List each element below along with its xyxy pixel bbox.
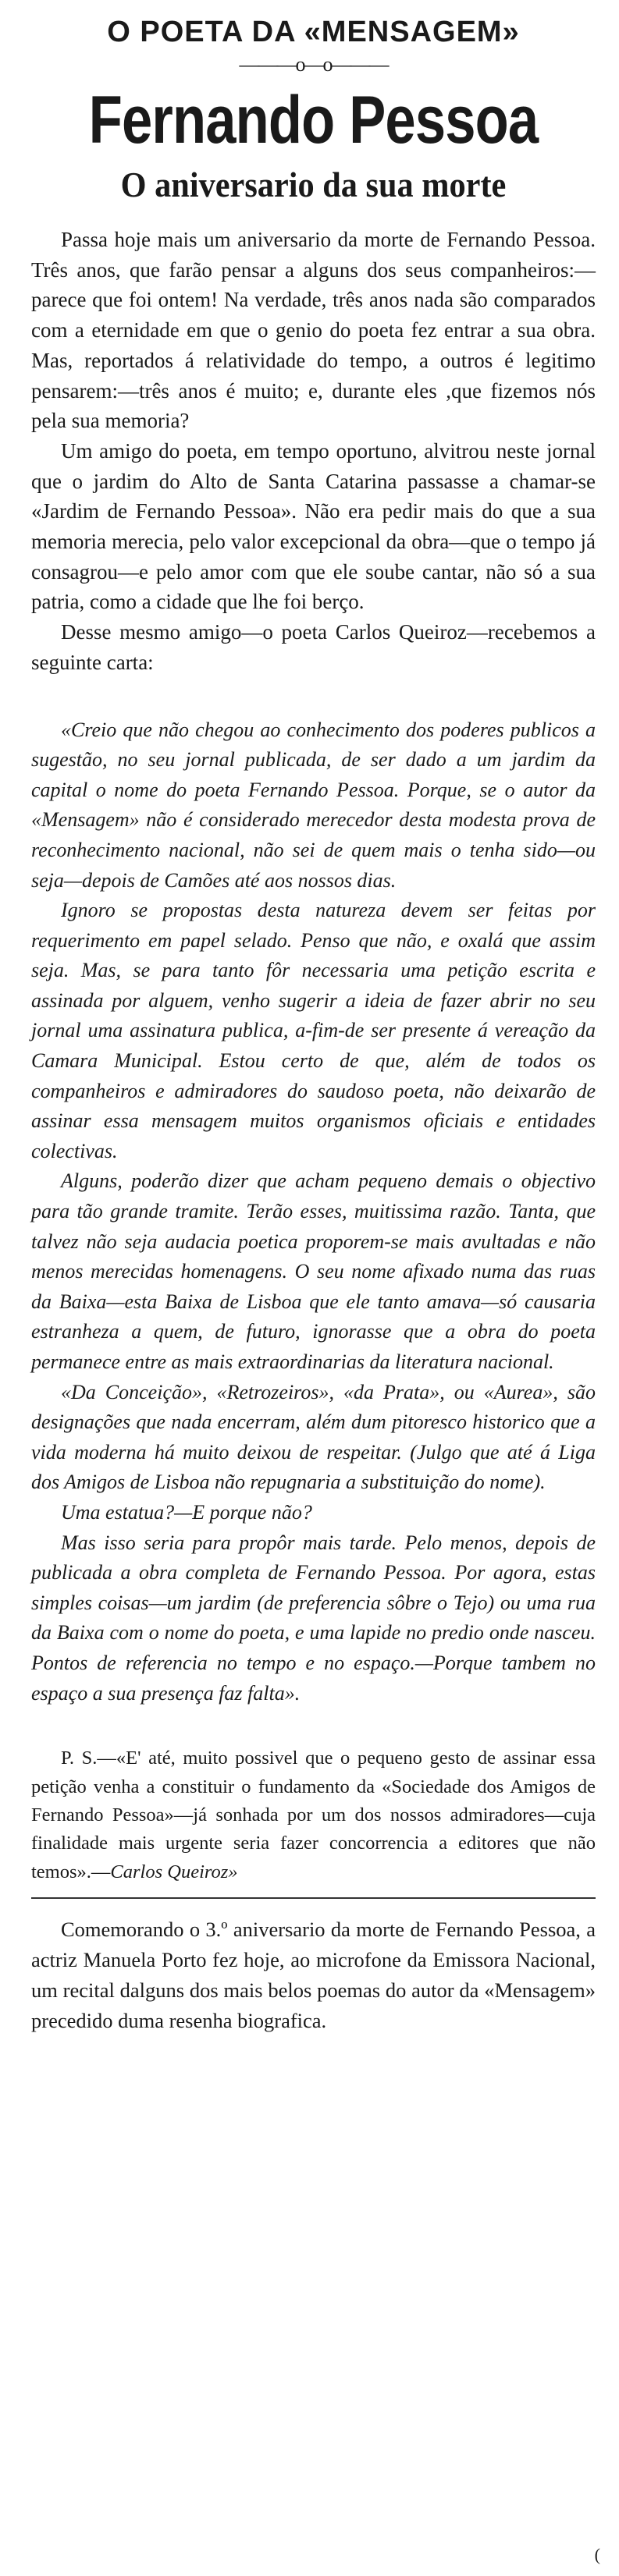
closing-paragraph: Comemorando o 3.º aniversario da morte de Fernando Pessoa, a actriz Manuela Porto fez hoje, ao microfone da Emissora Nacional, um recital dalguns dos mais belos poemas do autor da «Mensagem» precedido duma resenha biografica. [31,1918,596,2033]
article-headline: Fernando Pessoa [88,83,539,158]
section-divider [31,1897,596,1899]
intro-paragraph: Desse mesmo amigo—o poeta Carlos Queiroz—recebemos a seguinte carta: [31,620,596,674]
continuation-mark: ( [594,2545,600,2564]
letter-paragraph: Ignoro se propostas desta natureza devem ser feitas por requerimento em papel selado. Penso que não, e oxalá que assim seja. Mas, se para tanto fôr necessaria uma petição escrita e assinada por alguem, venho sugerir a ideia de fazer abrir no seu jornal uma assinatura publica, a-fim-de ser presente á vereação da Camara Municipal. Estou certo de que, além de todos os companheiros e admiradores do saudoso poeta, não deixarão de assinar essa mensagem muitos organismos oficiais e entidades colectivas. [31,899,596,1162]
intro-paragraph: Um amigo do poeta, em tempo oportuno, alvitrou neste jornal que o jardim do Alto de Santa Catarina passasse a chamar-se «Jardim de Fernando Pessoa». Não era pedir mais do que a sua memoria merecia, pelo valor excepcional da obra—que o tempo já consagrou—e pelo amor com que ele soube cantar, não só a sua patria, como a cidade que lhe foi berço. [31,438,596,614]
postscript [31,1744,596,1886]
postscript-signature: Carlos Queiroz» [110,1861,238,1882]
article-kicker: O POETA DA «MENSAGEM» [107,16,520,48]
letter-paragraph: «Da Conceição», «Retrozeiros», «da Prata», ou «Aurea», são designações que nada encerram, além dum pitoresco historico que a vida moderna há muito deixou de respeitar. (Julgo que até á Liga dos Amigos de Lisboa não repugnaria a substituição do nome). [31,1380,596,1494]
article-intro [31,225,596,678]
postscript-paragraph [31,1744,596,1886]
postscript-text: P. S.—«E' até, muito possivel que o pequeno gesto de assinar essa petição venha a constituir o fundamento da «Sociedade dos Amigos de Fernando Pessoa»—já sonhada por um dos nossos admiradores—cuja finalidade mais urgente seria fazer concorrencia a editores que não temos».— [31,1747,596,1882]
article-subheadline: O aniversario da sua morte [120,165,507,204]
letter-paragraph: Mas isso seria para propôr mais tarde. Pelo menos, depois de publicada a obra completa de Fernando Pessoa. Por agora, estas simples coisas—um jardim (de preferencia sôbre o Tejo) ou uma rua da Baixa com o nome do poeta, e uma lapide no predio onde nasceu. Pontos de referencia no tempo e no espaço.—Porque tambem no espaço a sua presença faz falta». [31,1531,596,1705]
letter-paragraph: Uma estatua?—E porque não? [61,1500,312,1524]
letter-paragraph: Alguns, poderão dizer que acham pequeno demais o objectivo para tão grande tramite. Terão esses, muitissima razão. Tanta, que talvez não seja audacia poetica proporem-se mais avultadas e não menos merecidas homenagens. O seu nome afixado numa das ruas da Baixa—esta Baixa de Lisboa que ele tanto amava—só causaria estranheza a quem, de futuro, ignorasse que a obra do poeta permanece entre as mais extraordinarias da literatura nacional. [31,1169,596,1374]
ornament-separator: ———o—o——— [239,53,388,76]
quoted-letter [31,715,596,1709]
intro-paragraph: Passa hoje mais um aniversario da morte de Fernando Pessoa. Três anos, que farão pensar a alguns dos seus companheiros:—parece que foi ontem! Na verdade, três anos nada são comparados com a eternidade em que o genio do poeta fez entrar a sua obra. Mas, reportados á relatividade do tempo, a outros é legitimo pensarem:—três anos é muito; e, durante eles ,que fizemos nós pela sua memoria? [31,228,596,433]
closing-note [31,1914,596,2036]
letter-paragraph: «Creio que não chegou ao conhecimento dos poderes publicos a sugestão, no seu jornal publicada, de ser dado a um jardim da capital o nome do poeta Fernando Pessoa. Porque, se o autor da «Mensagem» não é considerado merecedor desta modesta prova de reconhecimento nacional, não sei de quem mais o tenha sido—ou seja—depois de Camões até aos nossos dias. [31,718,596,892]
